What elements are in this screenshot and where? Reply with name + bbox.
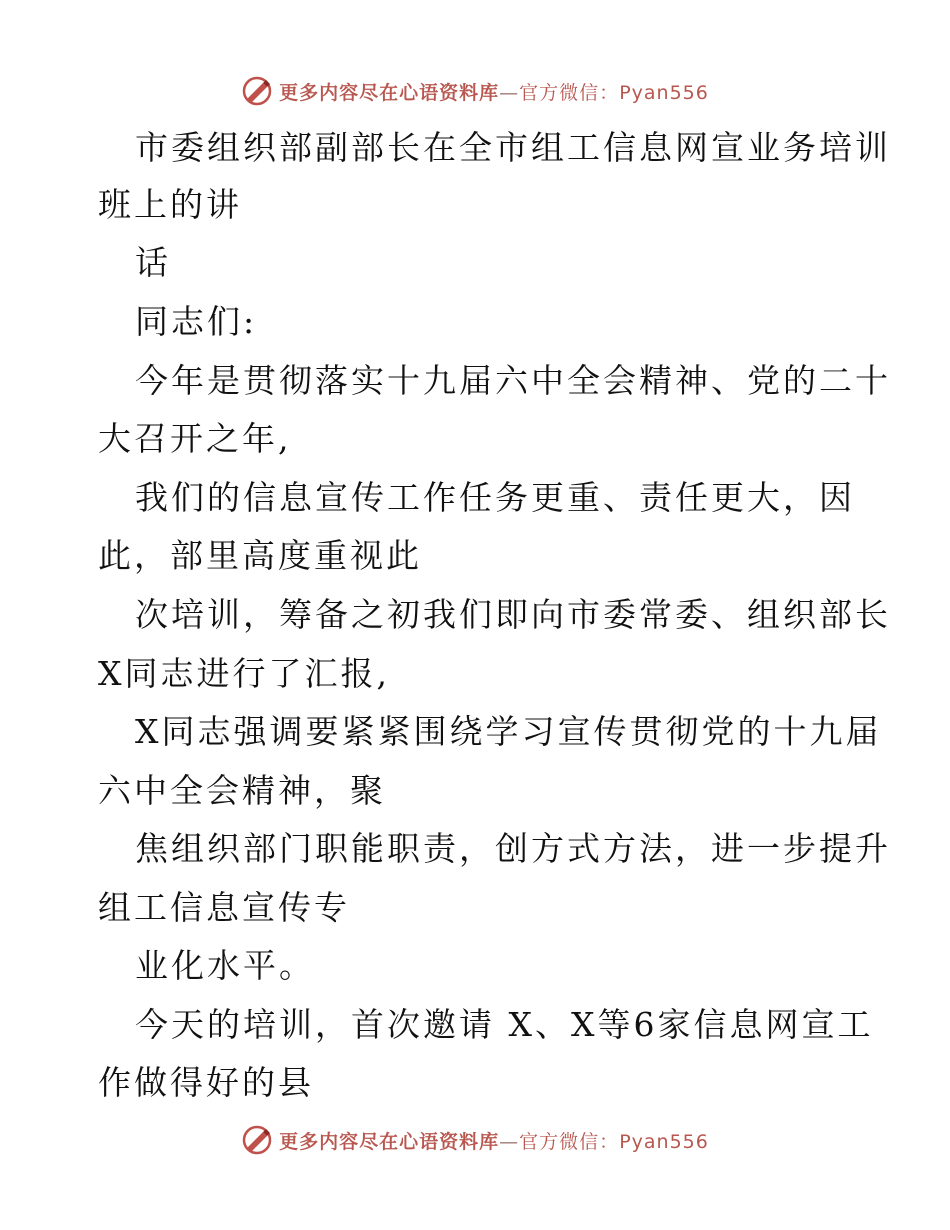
header-watermark — [0, 71, 950, 111]
pen-logo-icon — [241, 1124, 273, 1156]
paragraph-line: 今年是贯彻落实十九届六中全会精神、党的二十 — [135, 361, 891, 400]
paragraph-line: 组工信息宣传专 — [98, 888, 350, 927]
watermark-text: 更多内容尽在心语资料库—官方微信：Pyan556 — [279, 1130, 709, 1153]
paragraph-line: 作做得好的县 — [98, 1063, 314, 1102]
paragraph-line: 话 — [135, 243, 171, 282]
paragraph-line: 同志们: — [135, 302, 258, 341]
paragraph-line: 此，部里高度重视此 — [98, 536, 422, 575]
paragraph-line: 大召开之年, — [98, 419, 292, 458]
footer-watermark — [0, 1120, 950, 1160]
paragraph-line: 次培训，筹备之初我们即向市委常委、组织部长 — [135, 595, 891, 634]
paragraph-line: 班上的讲 — [98, 185, 242, 224]
pen-logo-icon — [241, 75, 273, 107]
paragraph-line: 六中全会精神，聚 — [98, 771, 386, 810]
paragraph-line: 市委组织部副部长在全市组工信息网宣业务培训 — [135, 128, 891, 167]
paragraph-line: 今天的培训，首次邀请 X、X等6家信息网宣工 — [135, 1005, 874, 1044]
paragraph-line: 焦组织部门职能职责，创方式方法，进一步提升 — [135, 829, 891, 868]
paragraph-line: X同志强调要紧紧围绕学习宣传贯彻党的十九届 — [135, 712, 882, 751]
paragraph-line: 业化水平。 — [135, 946, 315, 985]
paragraph-line: X同志进行了汇报, — [98, 654, 390, 693]
paragraph-line: 我们的信息宣传工作任务更重、责任更大，因 — [135, 478, 855, 517]
watermark-text: 更多内容尽在心语资料库—官方微信：Pyan556 — [279, 81, 709, 104]
